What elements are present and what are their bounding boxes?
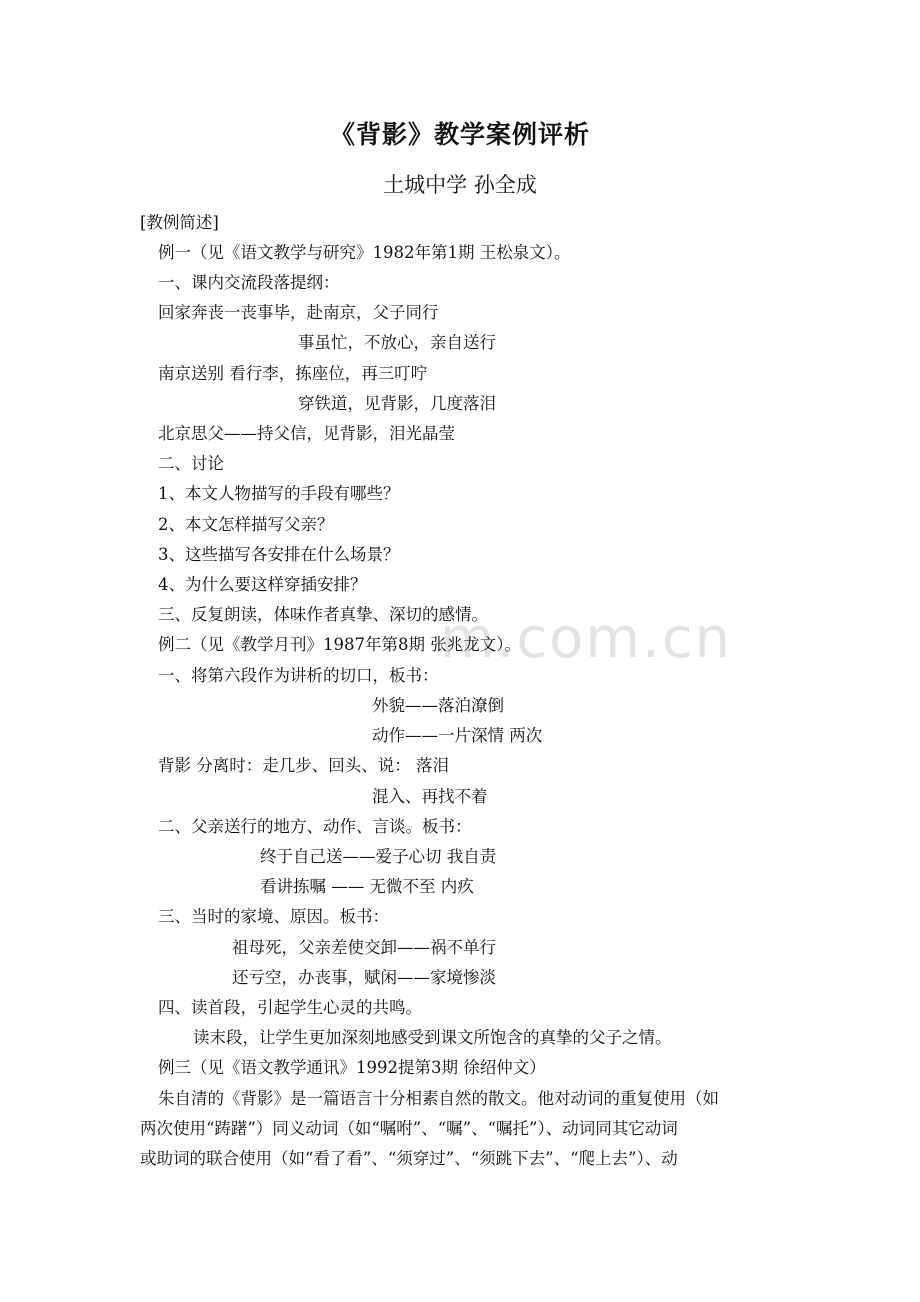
text-line: 二、讨论: [158, 454, 224, 473]
text-line: 例一（见《语文教学与研究》1982年第1期 王松泉文）。: [158, 243, 571, 262]
text-line: 混入、再找不着: [372, 787, 488, 806]
text-line: 例二（见《教学月刊》1987年第8期 张兆龙文）。: [158, 635, 521, 654]
text-line: 二、父亲送行的地方、动作、言谈。板书：: [158, 817, 472, 836]
text-line: 回家奔丧一丧事毕，赴南京，父子同行: [158, 303, 439, 322]
text-line: 背影 分离时：走几步、回头、说： 落泪: [158, 756, 449, 775]
text-line: 动作——一片深情 两次: [372, 726, 543, 745]
text-line: 朱自清的《背影》是一篇语言十分相素自然的散文。他对动词的重复使用（如: [158, 1089, 719, 1108]
text-line: 穿铁道，见背影，几度落泪: [298, 394, 496, 413]
document-title: 《背影》教学案例评析: [329, 120, 590, 149]
text-line: 两次使用“踌躇”）同义动词（如“嘱咐”、“嘱”、“嘱托”）、动词同其它动词: [140, 1119, 678, 1138]
text-line: 祖母死，父亲差使交卸——祸不单行: [232, 938, 496, 957]
text-line: 还亏空，办丧事，赋闲——家境惨淡: [232, 968, 496, 987]
text-line: 例三（见《语文教学通讯》1992提第3期 徐绍仲文）: [158, 1058, 546, 1077]
text-line: 或助词的联合使用（如“看了看”、“须穿过”、“须跳下去”、“爬上去”）、动: [140, 1149, 678, 1168]
text-line: 1、本文人物描写的手段有哪些？: [158, 484, 400, 503]
author-line: 土城中学 孙全成: [383, 173, 537, 197]
text-line: 三、反复朗读，体味作者真挚、深切的感情。: [158, 605, 488, 624]
text-line: 看讲拣嘱 —— 无微不至 内疚: [260, 877, 474, 896]
text-line: 北京思父——持父信，见背影，泪光晶莹: [158, 424, 455, 443]
text-line: 事虽忙，不放心，亲自送行: [298, 333, 496, 352]
text-line: 2、本文怎样描写父亲？: [158, 515, 334, 534]
text-line: 南京送别 看行李，拣座位，再三叮咛: [158, 364, 428, 383]
text-line: 一、将第六段作为讲析的切口，板书：: [158, 666, 439, 685]
text-line: 读末段，让学生更加深刻地感受到课文所饱含的真挚的父子之情。: [193, 1028, 672, 1047]
text-line: 终于自己送——爱子心切 我自责: [260, 847, 497, 866]
text-line: 四、读首段，引起学生心灵的共鸣。: [158, 998, 422, 1017]
text-line: 三、当时的家境、原因。板书：: [158, 907, 389, 926]
text-line: 外貌——落泊潦倒: [372, 696, 504, 715]
text-line: 4、为什么要这样穿插安排？: [158, 575, 367, 594]
watermark: m.com.cn: [440, 606, 733, 671]
text-line: 3、这些描写各安排在什么场景？: [158, 545, 400, 564]
text-line: 一、课内交流段落提纲：: [158, 273, 340, 292]
section-heading: [教例简述]: [140, 213, 219, 232]
